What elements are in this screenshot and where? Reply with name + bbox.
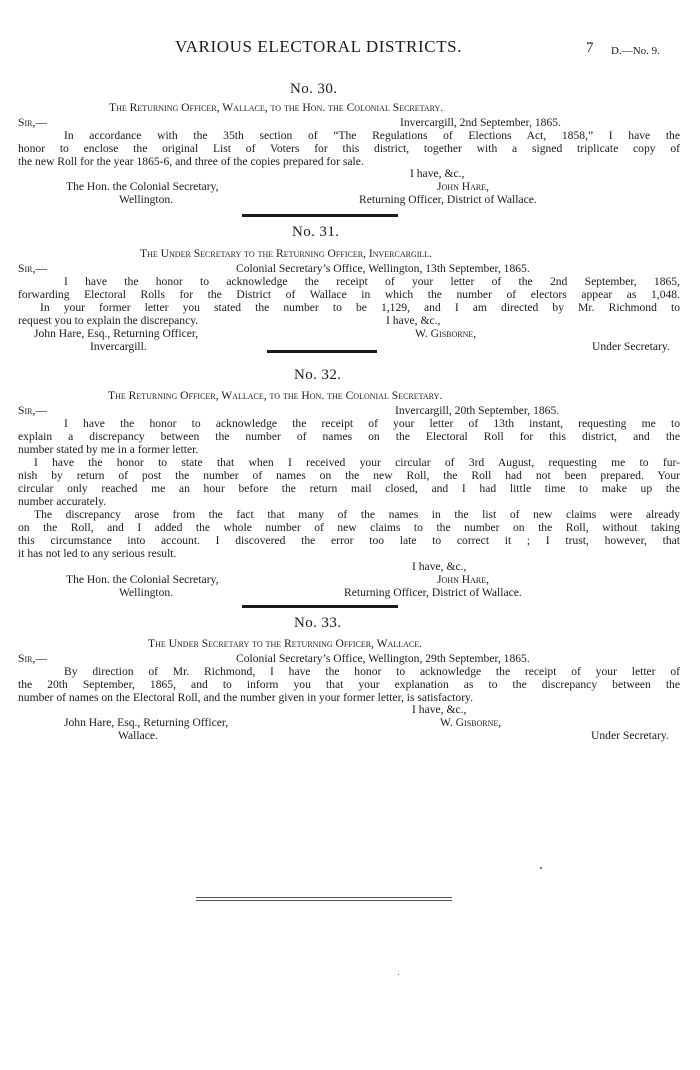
body-line: request you to explain the discrepancy.	[18, 314, 199, 327]
body-line: In your former letter you stated the number to be 1,129, and I am directed by Mr. Richmond to	[40, 301, 680, 314]
addressee-line: The Hon. the Colonial Secretary,	[66, 573, 219, 586]
end-rule-bottom	[196, 900, 452, 901]
body-line: The discrepancy arose from the fact that many of the names in the list of new claims were already	[34, 508, 680, 521]
body-line: number accurately.	[18, 495, 107, 508]
signatory: W. Gisborne,	[415, 327, 477, 340]
letter-heading: The Returning Officer, Wallace, to the Hon. the Colonial Secretary.	[108, 389, 443, 402]
letter-number: No. 32.	[294, 367, 342, 383]
end-rule-top	[196, 897, 452, 898]
salutation: Sir,—	[18, 262, 47, 275]
body-line: explain a discrepancy between the number of names on the Electoral Roll for this district, and the	[18, 430, 680, 443]
letter-heading: The Under Secretary to the Returning Officer, Invercargill.	[140, 247, 433, 260]
body-line: I have the honor to acknowledge the receipt of your letter of 13th instant, requesting me to	[64, 417, 680, 430]
dateline: Colonial Secretary’s Office, Wellington, 29th September, 1865.	[236, 652, 530, 665]
dateline: Invercargill, 20th September, 1865.	[395, 404, 560, 417]
addressee-line: Wallace.	[118, 729, 158, 742]
signatory-title: Returning Officer, District of Wallace.	[359, 193, 537, 206]
signatory-title: Under Secretary.	[592, 340, 670, 353]
body-line: I have the honor to state that when I received your circular of 3rd August, requesting me to fur-	[34, 456, 680, 469]
dateline: Invercargill, 2nd September, 1865.	[400, 116, 561, 129]
signatory-title: Returning Officer, District of Wallace.	[344, 586, 522, 599]
letter-heading: The Returning Officer, Wallace, to the Hon. the Colonial Secretary.	[109, 101, 444, 114]
section-rule	[267, 350, 377, 353]
letter-heading: The Under Secretary to the Returning Officer, Wallace.	[148, 637, 423, 650]
body-line: this circumstance into account. I discovered the error too late to correct it ; I trust, however, that	[18, 534, 680, 547]
signatory-title: Under Secretary.	[591, 729, 669, 742]
letter-number: No. 33.	[294, 615, 342, 631]
body-line: the 20th September, 1865, and to inform you that your explanation as to the discrepancy between the	[18, 678, 680, 691]
addressee-line: John Hare, Esq., Returning Officer,	[34, 327, 199, 340]
salutation: Sir,—	[18, 116, 47, 129]
body-line: it has not led to any serious result.	[18, 547, 177, 560]
document-reference: D.—No. 9.	[611, 45, 660, 57]
dateline: Colonial Secretary’s Office, Wellington, 13th September, 1865.	[236, 262, 530, 275]
salutation: Sir,—	[18, 652, 47, 665]
closing: I have, &c.,	[412, 703, 467, 716]
body-line: the new Roll for the year 1865-6, and three of the copies prepared for sale.	[18, 155, 364, 168]
addressee-line: The Hon. the Colonial Secretary,	[66, 180, 219, 193]
closing: I have, &c.,	[412, 560, 467, 573]
body-line: on the Roll, and I added the whole number of new claims to the number on the Roll, without taking	[18, 521, 680, 534]
salutation: Sir,—	[18, 404, 47, 417]
body-line: By direction of Mr. Richmond, I have the honor to acknowledge the receipt of your letter of	[64, 665, 680, 678]
closing: I have, &c.,	[386, 314, 441, 327]
signatory: John Hare,	[437, 180, 490, 193]
body-line: I have the honor to acknowledge the receipt of your letter of the 2nd September, 1865,	[64, 275, 680, 288]
letter-number: No. 31.	[292, 224, 340, 240]
body-line: number of names on the Electoral Roll, and the number given in your former letter, is satisfactory.	[18, 691, 473, 704]
closing: I have, &c.,	[410, 167, 465, 180]
body-line: number stated by me in a former letter.	[18, 443, 199, 456]
running-title: VARIOUS ELECTORAL DISTRICTS.	[175, 37, 463, 56]
addressee-line: Wellington.	[119, 586, 174, 599]
body-line: circular only reached me an hour before the return mail closed, and I had little time to make up the	[18, 482, 680, 495]
signatory: John Hare,	[437, 573, 490, 586]
body-line: forwarding Electoral Rolls for the District of Wallace in which the number of electors appear as 1,048.	[18, 288, 680, 301]
section-rule	[242, 605, 398, 608]
page-number: 7	[586, 40, 594, 56]
signatory: W. Gisborne,	[440, 716, 502, 729]
addressee-line: Wellington.	[119, 193, 174, 206]
section-rule	[242, 214, 398, 217]
scan-speck	[540, 867, 542, 869]
addressee-line: Invercargill.	[90, 340, 147, 353]
body-line: nish by return of post the number of names on the new Roll, the Roll had not been prepared. Your	[18, 469, 680, 482]
body-line: In accordance with the 35th section of “The Regulations of Elections Act, 1858,” I have the	[64, 129, 680, 142]
scan-speck	[398, 974, 399, 975]
addressee-line: John Hare, Esq., Returning Officer,	[64, 716, 229, 729]
body-line: honor to enclose the original List of Voters for this district, together with a signed triplicate copy of	[18, 142, 680, 155]
letter-number: No. 30.	[290, 81, 338, 97]
